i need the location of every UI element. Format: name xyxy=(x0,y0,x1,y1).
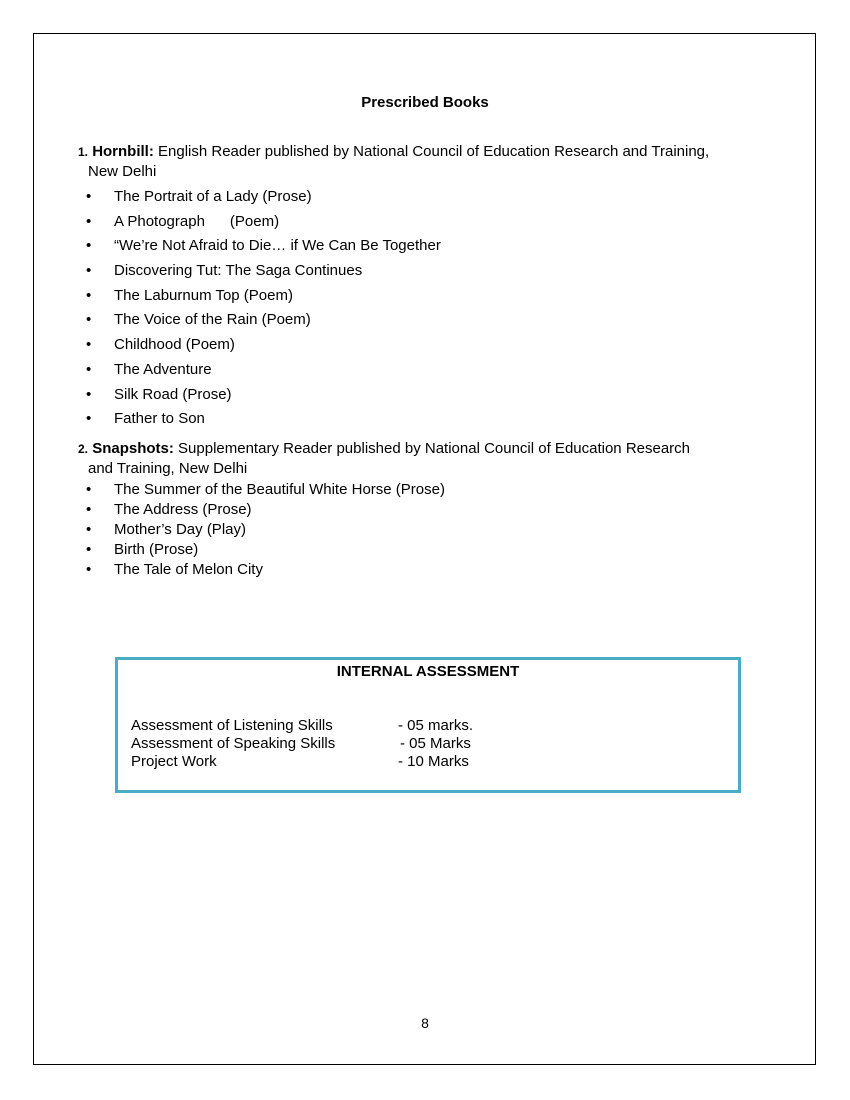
list-item: • The Voice of the Rain (Poem) xyxy=(86,311,311,329)
book-number: 2. xyxy=(78,442,89,456)
bullet-icon: • xyxy=(86,262,92,280)
bullet-icon: • xyxy=(86,286,92,304)
book-heading-hornbill xyxy=(78,142,783,181)
bullet-icon: • xyxy=(86,360,92,378)
bullet-icon: • xyxy=(86,521,92,538)
list-item: • The Portrait of a Lady (Prose) xyxy=(86,188,312,205)
snapshots-chapter-list xyxy=(86,481,445,581)
bullet-icon: • xyxy=(86,336,92,354)
list-item: • The Adventure xyxy=(86,360,212,378)
book-description: Supplementary Reader published by National Council of Education Research xyxy=(178,440,691,457)
internal-assessment-box xyxy=(115,657,741,793)
list-item: • Childhood (Poem) xyxy=(86,336,235,354)
book-heading-snapshots xyxy=(78,439,783,478)
bullet-icon: • xyxy=(86,410,92,428)
book-name: Hornbill: xyxy=(92,143,154,160)
list-item: • Mother’s Day (Play) xyxy=(86,521,246,538)
assessment-marks: - 10 Marks xyxy=(398,753,469,770)
assessment-label: Project Work xyxy=(131,753,217,770)
book-name: Snapshots: xyxy=(92,440,174,457)
page-title: Prescribed Books xyxy=(361,94,489,111)
bullet-icon: • xyxy=(86,212,92,230)
list-item: • Silk Road (Prose) xyxy=(86,385,232,403)
hornbill-chapter-list xyxy=(86,187,441,434)
bullet-icon: • xyxy=(86,188,92,205)
assessment-marks: - 05 Marks xyxy=(400,735,471,752)
book-description-continued: and Training, New Delhi xyxy=(88,460,248,477)
assessment-label: Assessment of Speaking Skills xyxy=(131,735,336,752)
list-item: • The Tale of Melon City xyxy=(86,561,263,578)
list-item: • The Address (Prose) xyxy=(86,501,252,518)
list-item: • The Laburnum Top (Poem) xyxy=(86,286,293,304)
assessment-marks: - 05 marks. xyxy=(398,717,474,734)
assessment-label: Assessment of Listening Skills xyxy=(131,717,333,734)
bullet-icon: • xyxy=(86,501,92,518)
bullet-icon: • xyxy=(86,541,92,558)
list-item: • Birth (Prose) xyxy=(86,541,199,558)
list-item: • Father to Son xyxy=(86,410,205,428)
list-item: • Discovering Tut: The Saga Continues xyxy=(86,262,363,280)
bullet-icon: • xyxy=(86,561,92,578)
page-number: 8 xyxy=(421,1015,429,1031)
book-number: 1. xyxy=(78,145,89,159)
bullet-icon: • xyxy=(86,481,92,498)
bullet-icon: • xyxy=(86,311,92,329)
bullet-icon: • xyxy=(86,237,92,255)
list-item: • The Summer of the Beautiful White Horse (Prose) xyxy=(86,481,445,498)
internal-assessment-title: INTERNAL ASSESSMENT xyxy=(336,663,520,680)
book-description-continued: New Delhi xyxy=(88,163,157,180)
book-description: English Reader published by National Council of Education Research and Training, xyxy=(158,143,710,160)
bullet-icon: • xyxy=(86,385,92,403)
list-item: • A Photograph (Poem) xyxy=(86,212,280,230)
list-item: • “We’re Not Afraid to Die… if We Can Be Together xyxy=(86,237,441,255)
